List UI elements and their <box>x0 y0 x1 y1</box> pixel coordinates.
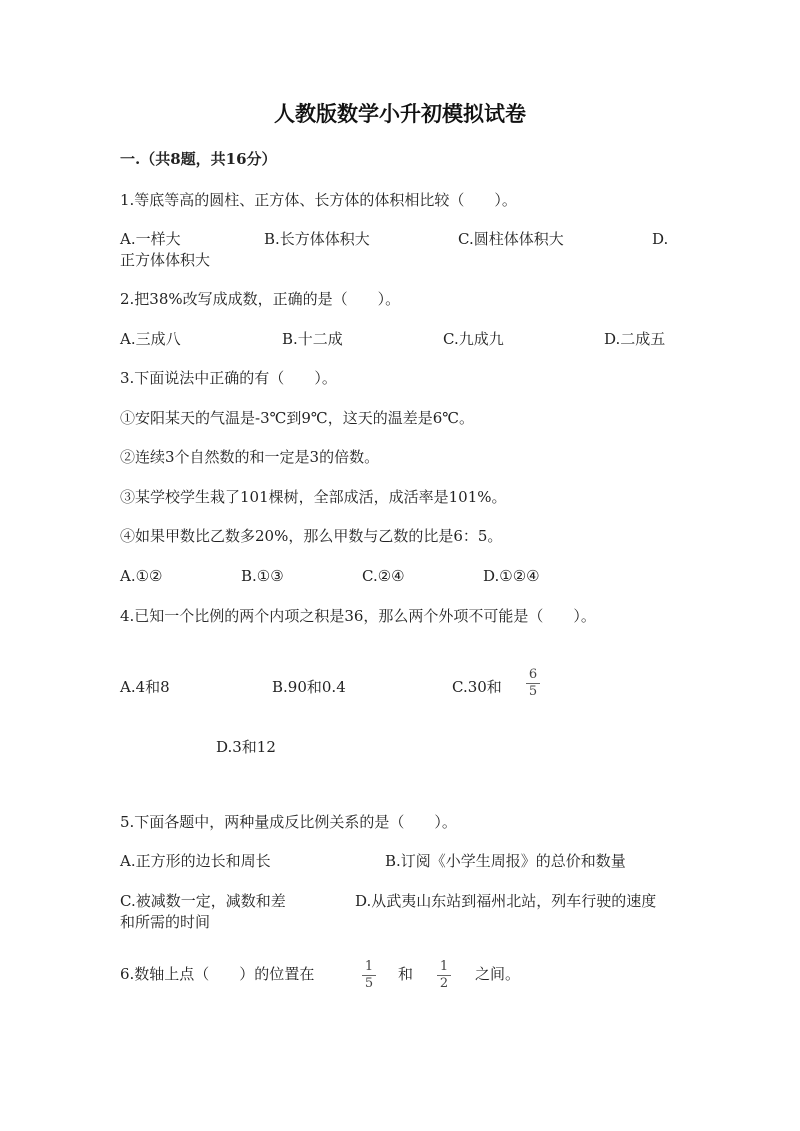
fraction-numerator: 6 <box>528 667 538 682</box>
question-2-option-a: A.三成八 <box>120 330 181 348</box>
question-5-option-d: D.从武夷山东站到福州北站，列车行驶的速度 <box>355 892 657 910</box>
question-2-option-b: B.十二成 <box>282 330 343 348</box>
question-1-stem: 1.等底等高的圆柱、正方体、长方体的体积相比较（ ）。 <box>120 191 517 209</box>
question-3-option-d: D.①②④ <box>483 567 540 585</box>
question-6-stem-end: 之间。 <box>475 965 521 983</box>
question-3-option-c: C.②④ <box>362 567 405 585</box>
question-1-option-c: C.圆柱体体积大 <box>458 230 564 248</box>
question-3-option-a: A.①② <box>120 567 163 585</box>
question-2-option-d: D.二成五 <box>604 330 666 348</box>
fraction-numerator: 1 <box>364 959 374 974</box>
question-2-option-c: C.九成九 <box>443 330 504 348</box>
fraction-numerator: 1 <box>439 959 449 974</box>
page-title: 人教版数学小升初模拟试卷 <box>274 101 526 126</box>
question-5-option-b: B.订阅《小学生周报》的总价和数量 <box>385 852 626 870</box>
question-1-option-b: B.长方体体积大 <box>264 230 370 248</box>
question-2-stem: 2.把38%改写成成数，正确的是（ ）。 <box>120 290 401 308</box>
question-5-option-c: C.被减数一定，减数和差 <box>120 892 286 910</box>
question-1-option-a: A.一样大 <box>120 230 181 248</box>
question-1-option-d-prefix: D. <box>652 230 669 248</box>
question-3-statement-1: ①安阳某天的气温是-3℃到9℃，这天的温差是6℃。 <box>120 409 475 427</box>
question-5-option-d-continued: 和所需的时间 <box>120 913 211 931</box>
question-4-option-c: C.30和 <box>452 678 502 696</box>
section-heading: 一.（共8题，共16分） <box>120 150 277 168</box>
question-6-fraction-2 <box>437 960 451 991</box>
question-6-stem-start: 6.数轴上点（ ）的位置在 <box>120 965 315 983</box>
fraction-denominator: 5 <box>364 976 374 991</box>
question-6-and: 和 <box>398 965 414 983</box>
question-4-option-b: B.90和0.4 <box>272 678 346 696</box>
question-3-statement-2: ②连续3个自然数的和一定是3的倍数。 <box>120 448 380 466</box>
question-5-stem: 5.下面各题中，两种量成反比例关系的是（ ）。 <box>120 813 457 831</box>
question-1-option-d-text: 正方体体积大 <box>120 251 211 269</box>
question-3-option-b: B.①③ <box>241 567 284 585</box>
question-3-stem: 3.下面说法中正确的有（ ）。 <box>120 369 337 387</box>
question-6-fraction-1 <box>362 960 376 991</box>
fraction-denominator: 2 <box>439 976 449 991</box>
question-4-option-a: A.4和8 <box>120 678 170 696</box>
question-5-option-a: A.正方形的边长和周长 <box>120 852 271 870</box>
question-4-stem: 4.已知一个比例的两个内项之积是36，那么两个外项不可能是（ ）。 <box>120 607 596 625</box>
question-3-statement-4: ④如果甲数比乙数多20%，那么甲数与乙数的比是6：5。 <box>120 527 503 545</box>
question-4-option-d: D.3和12 <box>216 738 276 756</box>
fraction-denominator: 5 <box>528 684 538 699</box>
question-3-statement-3: ③某学校学生栽了101棵树，全部成活，成活率是101%。 <box>120 488 507 506</box>
question-4-option-c-fraction <box>526 668 540 699</box>
